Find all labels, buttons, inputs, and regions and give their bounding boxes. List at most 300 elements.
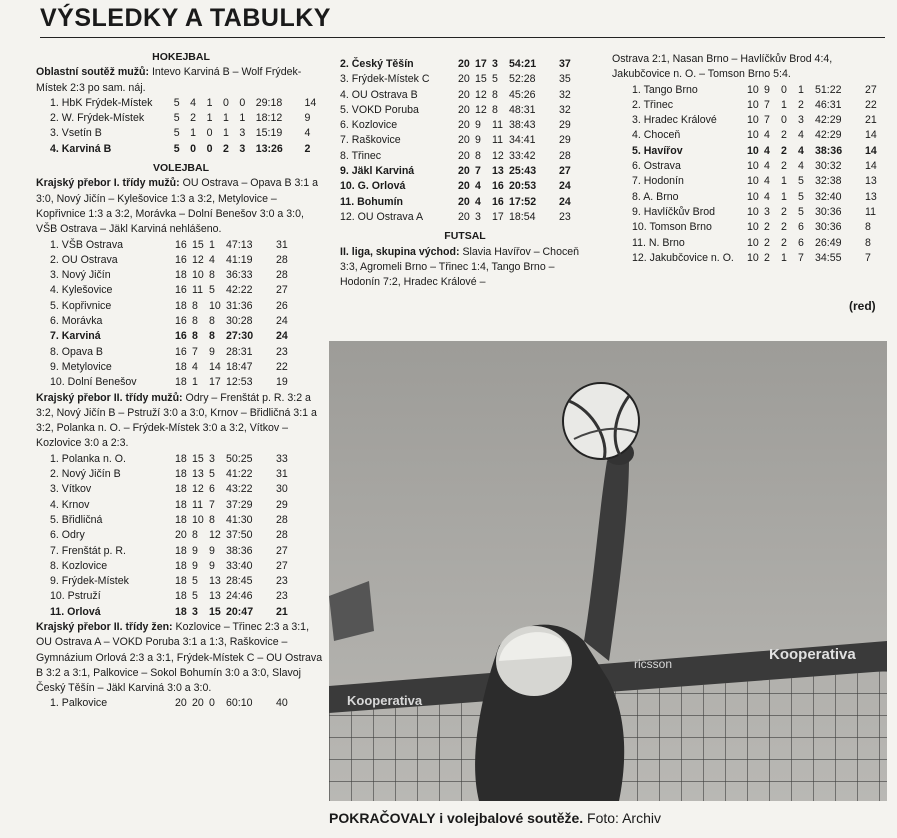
stat-value: 18 xyxy=(175,498,187,511)
stat-value: 1 xyxy=(239,112,246,125)
stat-value: 12 xyxy=(192,253,204,266)
table-row xyxy=(36,696,298,711)
stat-value: 8 xyxy=(209,513,215,526)
stat-value: 20 xyxy=(192,697,204,710)
points: 27 xyxy=(276,559,288,572)
stat-value: 5 xyxy=(173,112,180,125)
hokejbal-intro xyxy=(36,65,326,96)
stat-value: 20 xyxy=(458,165,470,178)
men2-league: Krajský přebor II. třídy mužů: xyxy=(36,391,183,404)
stat-value: 1 xyxy=(206,96,213,109)
stat-value: 10 xyxy=(192,269,204,282)
futsal-continuation: Ostrava 2:1, Nasan Brno – Havlíčkův Brod 4:4, Jakubčovice n. O. – Tomson Brno 5:4. xyxy=(612,53,833,81)
column-3 xyxy=(612,52,887,266)
team-name: 3. Frýdek-Místek C xyxy=(340,73,430,86)
stat-value: 3 xyxy=(764,205,770,218)
stat-value: 18 xyxy=(175,544,187,557)
banner-text-left: Kooperativa xyxy=(347,693,423,708)
men1-intro xyxy=(36,176,326,237)
table-row xyxy=(36,482,298,497)
stat-value: 4 xyxy=(764,144,770,157)
score: 41:19 xyxy=(226,253,253,266)
stat-value: 20 xyxy=(458,180,470,193)
stat-value: 1 xyxy=(209,238,215,251)
score: 50:25 xyxy=(226,452,253,465)
stat-value: 4 xyxy=(764,190,770,203)
stat-value: 4 xyxy=(192,360,198,373)
stat-value: 10 xyxy=(747,251,759,264)
team-name: 5. Kopřivnice xyxy=(50,299,112,312)
stat-value: 4 xyxy=(475,195,481,208)
stat-value: 12 xyxy=(209,529,221,542)
stat-value: 4 xyxy=(190,96,197,109)
table-row xyxy=(612,83,887,98)
score: 45:26 xyxy=(509,88,536,101)
score: 41:22 xyxy=(226,468,253,481)
stat-value: 6 xyxy=(798,221,804,234)
table-row xyxy=(612,113,887,128)
stat-value: 20 xyxy=(458,195,470,208)
table-row xyxy=(340,164,581,179)
stat-value: 0 xyxy=(781,83,787,96)
women2-intro xyxy=(36,620,326,696)
team-name: 5. Havířov xyxy=(632,144,683,157)
stat-value: 20 xyxy=(458,88,470,101)
stat-value: 20 xyxy=(458,134,470,147)
points: 8 xyxy=(865,236,871,249)
stat-value: 6 xyxy=(209,483,215,496)
futsal-intro xyxy=(340,245,590,291)
score: 32:38 xyxy=(815,175,842,188)
score: 31:36 xyxy=(226,299,253,312)
stat-value: 15 xyxy=(475,73,487,86)
stat-value: 1 xyxy=(190,127,197,140)
stat-value: 10 xyxy=(747,205,759,218)
points: 22 xyxy=(276,360,288,373)
stat-value: 5 xyxy=(173,142,180,155)
score: 30:36 xyxy=(815,221,842,234)
team-name: 8. Třinec xyxy=(340,149,382,162)
stat-value: 1 xyxy=(781,251,787,264)
men2-table xyxy=(36,452,298,620)
volleyball-photo xyxy=(329,341,887,801)
score: 29:18 xyxy=(255,96,283,109)
table-row xyxy=(36,513,298,528)
stat-value: 9 xyxy=(209,544,215,557)
points: 14 xyxy=(865,160,877,173)
stat-value: 0 xyxy=(206,142,213,155)
table-row xyxy=(36,268,298,283)
score: 52:28 xyxy=(509,73,536,86)
table-row xyxy=(340,133,581,148)
table-row xyxy=(36,467,298,482)
team-name: 4. Krnov xyxy=(50,498,90,511)
stat-value: 2 xyxy=(781,160,787,173)
points: 35 xyxy=(559,73,571,86)
stat-value: 1 xyxy=(222,127,229,140)
team-name: 10. Pstruží xyxy=(50,590,101,603)
stat-value: 4 xyxy=(798,144,804,157)
table-row xyxy=(612,190,887,205)
banner-text-right: Kooperativa xyxy=(769,646,856,663)
stat-value: 3 xyxy=(192,605,198,618)
score: 13:26 xyxy=(255,142,283,155)
points: 28 xyxy=(276,513,288,526)
table-row xyxy=(340,103,581,118)
page-title: VÝSLEDKY A TABULKY xyxy=(40,4,331,32)
stat-value: 13 xyxy=(209,590,221,603)
stat-value: 8 xyxy=(209,330,215,343)
score: 33:40 xyxy=(226,559,253,572)
score: 38:36 xyxy=(226,544,253,557)
score: 42:29 xyxy=(815,129,842,142)
stat-value: 1 xyxy=(798,83,804,96)
stat-value: 10 xyxy=(209,299,221,312)
women2-league: Krajský přebor II. třídy žen: xyxy=(36,620,173,633)
stat-value: 16 xyxy=(175,284,187,297)
hokejbal-table xyxy=(36,96,326,157)
points: 11 xyxy=(865,205,876,218)
stat-value: 13 xyxy=(209,575,221,588)
futsal-league: II. liga, skupina východ: xyxy=(340,245,460,258)
stat-value: 8 xyxy=(475,149,481,162)
table-row xyxy=(36,544,298,559)
table-row xyxy=(36,142,326,157)
score: 20:53 xyxy=(509,180,537,193)
score: 32:40 xyxy=(815,190,842,203)
points: 7 xyxy=(865,251,871,264)
table-row xyxy=(340,179,581,194)
stat-value: 5 xyxy=(209,284,215,297)
team-name: 6. Morávka xyxy=(50,315,103,328)
team-name: 6. Kozlovice xyxy=(340,119,398,132)
points: 30 xyxy=(276,483,288,496)
points: 26 xyxy=(276,299,288,312)
stat-value: 5 xyxy=(798,175,804,188)
stat-value: 1 xyxy=(781,190,787,203)
stat-value: 2 xyxy=(222,142,229,155)
hokejbal-results: Intevo Karviná B – Wolf Frýdek-Místek 2:3 po sam. náj. xyxy=(36,66,302,94)
stat-value: 1 xyxy=(222,112,229,125)
score: 51:22 xyxy=(815,83,842,96)
stat-value: 4 xyxy=(764,160,770,173)
stat-value: 20 xyxy=(458,149,470,162)
points: 14 xyxy=(865,144,877,157)
stat-value: 9 xyxy=(192,544,198,557)
stat-value: 12 xyxy=(475,88,487,101)
stat-value: 3 xyxy=(798,114,804,127)
table-row xyxy=(612,236,887,251)
stat-value: 20 xyxy=(458,103,470,116)
men2-results: Odry – Frenštát p. R. 3:2 a 3:2, Nový Jičín B – Pstruží 3:0 a 3:0, Krnov – Břidličná 3:1 a 3:2, Polanka n. O. – Frýdek-Místek 3:0 a 3:2, Vítkov – Kozlovice 3:0 a 2:3. xyxy=(36,391,317,450)
team-name: 7. Raškovice xyxy=(340,134,401,147)
points: 32 xyxy=(559,88,571,101)
team-name: 9. Havlíčkův Brod xyxy=(632,205,716,218)
stat-value: 3 xyxy=(475,210,481,223)
team-name: 7. Hodonín xyxy=(632,175,684,188)
score: 18:47 xyxy=(226,360,253,373)
score: 30:32 xyxy=(815,160,842,173)
team-name: 2. Český Těšín xyxy=(340,58,414,70)
points: 2 xyxy=(304,142,311,155)
table-row xyxy=(36,314,298,329)
stat-value: 9 xyxy=(209,559,215,572)
team-name: 3. Nový Jičín xyxy=(50,269,111,282)
table-row xyxy=(612,159,887,174)
points: 22 xyxy=(865,98,877,111)
score: 28:45 xyxy=(226,575,253,588)
stat-value: 2 xyxy=(764,221,770,234)
score: 15:19 xyxy=(255,127,283,140)
points: 24 xyxy=(276,330,288,343)
stat-value: 6 xyxy=(798,236,804,249)
stat-value: 20 xyxy=(175,697,187,710)
team-name: 3. Vítkov xyxy=(50,483,92,496)
stat-value: 10 xyxy=(747,160,759,173)
stat-value: 2 xyxy=(781,221,787,234)
score: 46:31 xyxy=(815,98,842,111)
table-row xyxy=(340,149,581,164)
stat-value: 10 xyxy=(747,190,759,203)
score: 33:42 xyxy=(509,149,536,162)
score: 37:50 xyxy=(226,529,253,542)
team-name: 4. Kylešovice xyxy=(50,284,113,297)
stat-value: 17 xyxy=(492,210,504,223)
team-name: 11. Bohumín xyxy=(340,195,403,208)
stat-value: 12 xyxy=(492,149,504,162)
stat-value: 2 xyxy=(781,236,787,249)
stat-value: 1 xyxy=(192,376,198,389)
men1-table xyxy=(36,238,298,391)
table-row xyxy=(612,205,887,220)
stat-value: 5 xyxy=(192,575,198,588)
points: 24 xyxy=(559,195,571,208)
author-signature: (red) xyxy=(849,299,876,313)
points: 28 xyxy=(276,253,288,266)
stat-value: 9 xyxy=(475,134,481,147)
score: 20:47 xyxy=(226,605,254,618)
stat-value: 2 xyxy=(781,205,787,218)
table-row xyxy=(612,220,887,235)
stat-value: 2 xyxy=(781,144,787,157)
stat-value: 10 xyxy=(747,129,759,142)
stat-value: 9 xyxy=(475,119,481,132)
points: 13 xyxy=(865,190,877,203)
stat-value: 1 xyxy=(206,112,213,125)
stat-value: 10 xyxy=(747,83,759,96)
score: 26:49 xyxy=(815,236,842,249)
table-row xyxy=(36,283,298,298)
stat-value: 9 xyxy=(209,345,215,358)
team-name: 4. Karviná B xyxy=(50,142,112,155)
score: 36:33 xyxy=(226,269,253,282)
stat-value: 8 xyxy=(192,330,198,343)
stat-value: 10 xyxy=(747,114,759,127)
stat-value: 18 xyxy=(175,269,187,282)
men1-results: OU Ostrava – Opava B 3:1 a 3:0, Nový Jičín – Kylešovice 1:3 a 3:2, Metylovice – Kopřivnice 1:3 a 3:2, Morávka – Dolní Benešov 3:0 a 3:0, VŠB Ostrava – Jäkl Karviná nehlášeno. xyxy=(36,177,319,236)
table-row xyxy=(612,128,887,143)
points: 24 xyxy=(276,315,288,328)
points: 27 xyxy=(276,284,288,297)
score: 38:36 xyxy=(815,144,843,157)
team-name: 6. Odry xyxy=(50,529,85,542)
score: 38:43 xyxy=(509,119,536,132)
table-row xyxy=(340,57,581,72)
stat-value: 4 xyxy=(475,180,481,193)
points: 40 xyxy=(276,697,288,710)
hokejbal-league: Oblastní soutěž mužů: xyxy=(36,66,150,79)
futsal-heading: FUTSAL xyxy=(444,230,486,243)
stat-value: 4 xyxy=(798,129,804,142)
table-row xyxy=(612,98,887,113)
photo-credit: Foto: Archiv xyxy=(583,810,661,826)
table-row xyxy=(612,174,887,189)
team-name: 8. Opava B xyxy=(50,345,103,358)
stat-value: 10 xyxy=(192,513,204,526)
stat-value: 20 xyxy=(458,210,470,223)
team-name: 8. A. Brno xyxy=(632,190,679,203)
stat-value: 5 xyxy=(492,73,498,86)
stat-value: 16 xyxy=(175,330,187,343)
stat-value: 5 xyxy=(798,190,804,203)
score: 30:36 xyxy=(815,205,842,218)
stat-value: 20 xyxy=(175,529,187,542)
table-row xyxy=(36,96,326,111)
points: 37 xyxy=(559,58,571,70)
score: 47:13 xyxy=(226,238,253,251)
team-name: 2. W. Frýdek-Místek xyxy=(50,112,145,125)
stat-value: 15 xyxy=(192,238,204,251)
hokejbal-heading: HOKEJBAL xyxy=(152,51,210,63)
score: 43:22 xyxy=(226,483,253,496)
stat-value: 20 xyxy=(458,73,470,86)
points: 27 xyxy=(276,544,288,557)
stat-value: 8 xyxy=(192,315,198,328)
stat-value: 3 xyxy=(209,452,215,465)
title-rule xyxy=(40,37,885,38)
stat-value: 20 xyxy=(458,58,470,70)
stat-value: 16 xyxy=(492,180,504,193)
score: 18:54 xyxy=(509,210,536,223)
points: 23 xyxy=(276,345,288,358)
score: 54:21 xyxy=(509,58,537,70)
table-row xyxy=(36,589,298,604)
stat-value: 18 xyxy=(175,575,187,588)
men1-league: Krajský přebor I. třídy mužů: xyxy=(36,177,180,190)
team-name: 2. Nový Jičín B xyxy=(50,468,121,481)
table-row xyxy=(36,360,298,375)
stat-value: 7 xyxy=(192,345,198,358)
points: 14 xyxy=(304,96,317,109)
stat-value: 5 xyxy=(209,468,215,481)
stat-value: 7 xyxy=(764,114,770,127)
team-name: 5. Břidličná xyxy=(50,513,103,526)
team-name: 2. Třinec xyxy=(632,98,674,111)
score: 37:29 xyxy=(226,498,253,511)
table-row xyxy=(36,528,298,543)
column-1 xyxy=(36,50,326,712)
stat-value: 2 xyxy=(764,236,770,249)
stat-value: 5 xyxy=(798,205,804,218)
stat-value: 16 xyxy=(175,315,187,328)
team-name: 3. Vsetín B xyxy=(50,127,102,140)
table-row xyxy=(36,559,298,574)
stat-value: 3 xyxy=(492,58,498,70)
table-row xyxy=(36,111,326,126)
stat-value: 10 xyxy=(747,144,759,157)
table-row xyxy=(36,329,298,344)
team-name: 1. VŠB Ostrava xyxy=(50,238,124,251)
stat-value: 12 xyxy=(475,103,487,116)
table-row xyxy=(36,605,298,620)
team-name: 11. Orlová xyxy=(50,605,101,618)
score: 30:28 xyxy=(226,315,253,328)
stat-value: 9 xyxy=(192,559,198,572)
stat-value: 2 xyxy=(781,129,787,142)
score: 42:22 xyxy=(226,284,253,297)
points: 24 xyxy=(559,180,571,193)
stat-value: 0 xyxy=(190,142,197,155)
stat-value: 18 xyxy=(175,452,187,465)
volejbal-heading: VOLEJBAL xyxy=(152,162,209,175)
stat-value: 8 xyxy=(492,88,498,101)
points: 14 xyxy=(865,129,877,142)
stat-value: 4 xyxy=(798,160,804,173)
stat-value: 15 xyxy=(209,605,221,618)
table-row xyxy=(36,238,298,253)
stat-value: 18 xyxy=(175,559,187,572)
stat-value: 2 xyxy=(798,98,804,111)
stat-value: 16 xyxy=(175,345,187,358)
points: 28 xyxy=(559,149,571,162)
points: 9 xyxy=(304,112,311,125)
stat-value: 2 xyxy=(190,112,197,125)
points: 21 xyxy=(865,114,877,127)
score: 28:31 xyxy=(226,345,253,358)
team-name: 4. OU Ostrava B xyxy=(340,88,418,101)
stat-value: 13 xyxy=(192,468,204,481)
caption-text: i volejbalové soutěže. xyxy=(435,810,584,826)
stat-value: 18 xyxy=(175,376,187,389)
stat-value: 10 xyxy=(747,236,759,249)
stat-value: 8 xyxy=(492,103,498,116)
points: 28 xyxy=(276,269,288,282)
points: 23 xyxy=(276,575,288,588)
stat-value: 16 xyxy=(175,238,187,251)
score: 27:30 xyxy=(226,330,254,343)
stat-value: 20 xyxy=(458,119,470,132)
points: 31 xyxy=(276,238,288,251)
women2-results: Kozlovice – Třinec 2:3 a 3:1, OU Ostrava A – VOKD Poruba 3:1 a 1:3, Raškovice – Gymnázium Orlová 2:3 a 3:1, Frýdek-Místek C – OU Ostrava B 3:2 a 3:1, Palkovice – Sokol Bohumín 3:0 a 3:0, Slavoj Český Těšín – Jäkl Karviná 3:0 a 3:0. xyxy=(36,620,323,695)
futsal-table xyxy=(612,83,887,267)
table-row xyxy=(340,72,581,87)
score: 60:10 xyxy=(226,697,253,710)
table-row xyxy=(36,574,298,589)
stat-value: 11 xyxy=(192,498,203,511)
team-name: 9. Jäkl Karviná xyxy=(340,165,415,178)
points: 19 xyxy=(276,376,288,389)
stat-value: 4 xyxy=(764,175,770,188)
stat-value: 18 xyxy=(175,360,187,373)
points: 8 xyxy=(865,221,871,234)
team-name: 1. Palkovice xyxy=(50,697,108,710)
team-name: 1. Tango Brno xyxy=(632,83,698,96)
stat-value: 11 xyxy=(492,134,503,147)
stat-value: 3 xyxy=(239,142,246,155)
team-name: 4. Choceň xyxy=(632,129,681,142)
team-name: 12. OU Ostrava A xyxy=(340,210,424,223)
stat-value: 0 xyxy=(206,127,213,140)
